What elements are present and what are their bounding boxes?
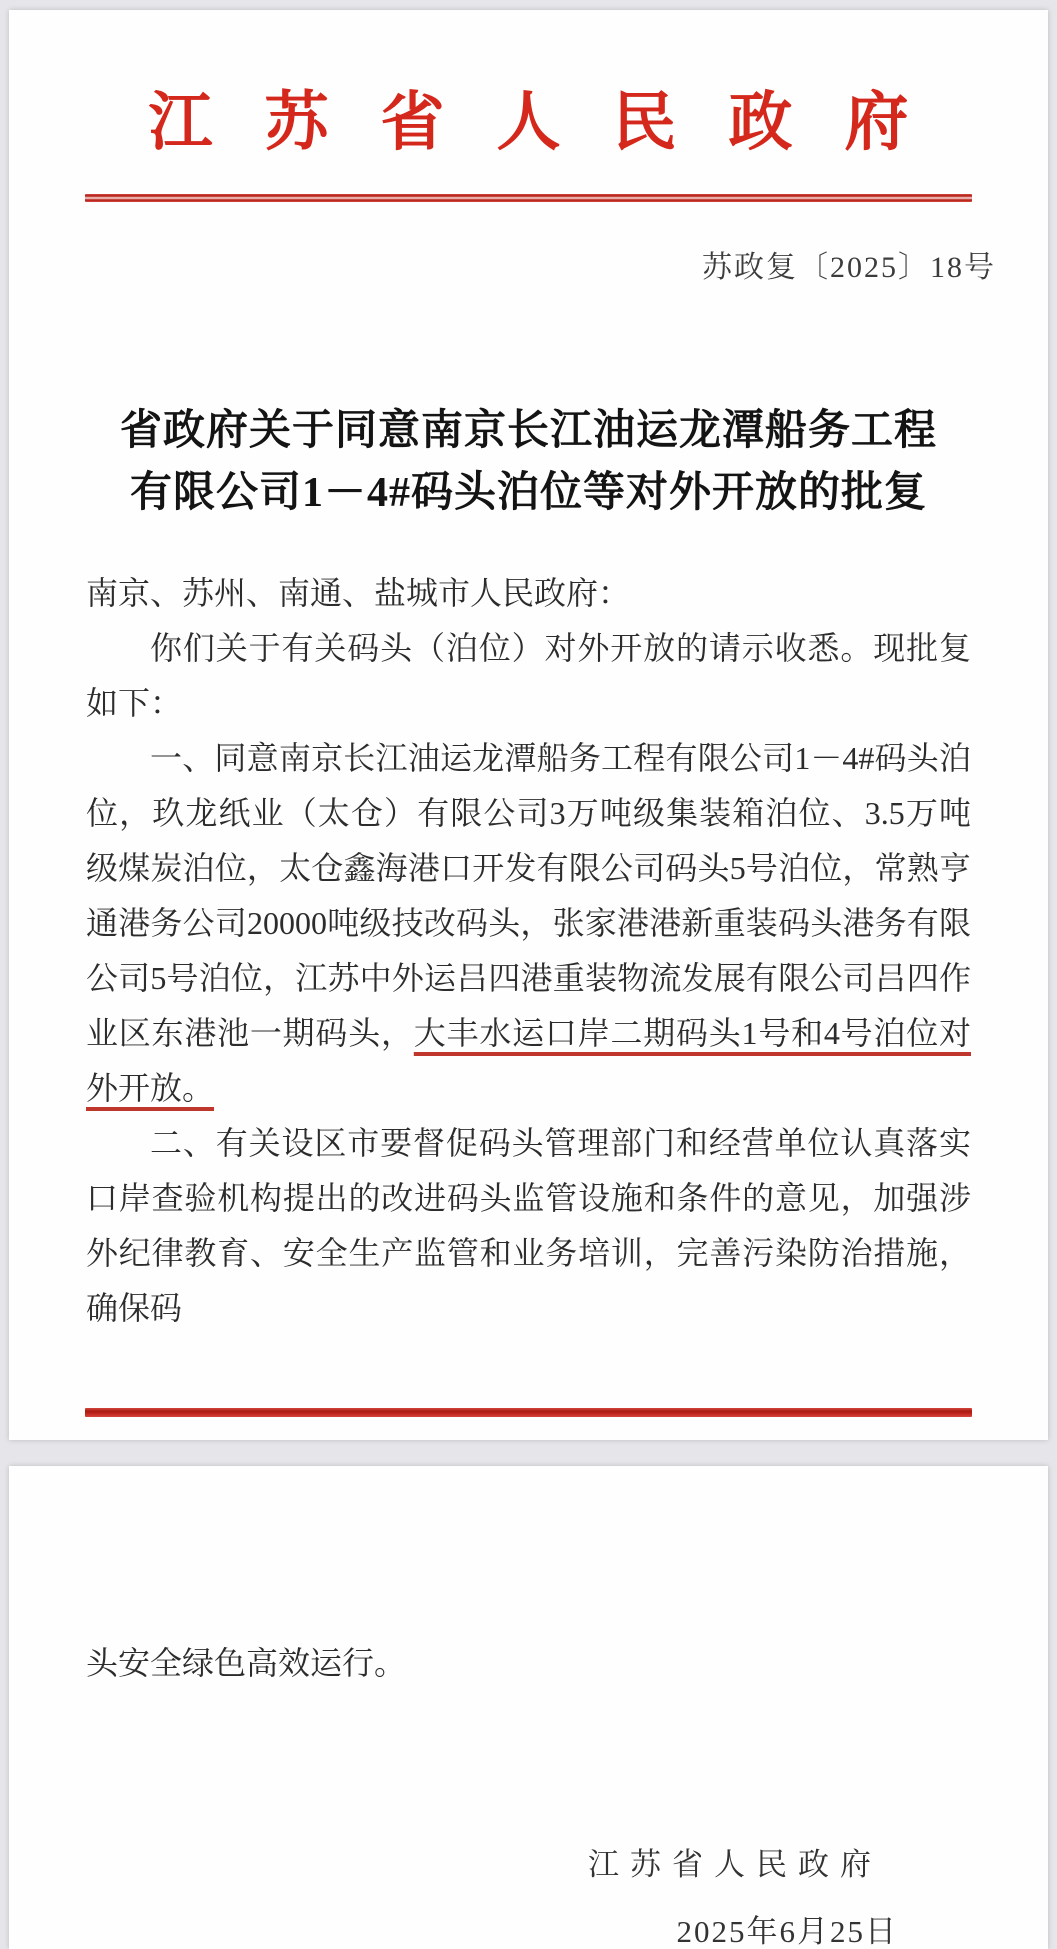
- document-title: [9, 400, 1048, 524]
- paragraph-one-underlined-text: 大丰水运口岸二期码头1号和4号泊位对外开放。: [86, 1014, 971, 1106]
- continuation-text: 头安全绿色高效运行。: [86, 1645, 407, 1681]
- document-viewer: [0, 10, 1057, 1949]
- page-footer-red-line: [85, 1408, 972, 1417]
- document-body: [86, 566, 971, 1336]
- paragraph-two: 二、有关设区市要督促码头管理部门和经营单位认真落实口岸查验机构提出的改进码头监管设施和条件的意见，加强涉外纪律教育、安全生产监管和业务培训，完善污染防治措施，确保码: [86, 1124, 971, 1326]
- letterhead-divider-line: [85, 194, 972, 202]
- document-page-2: [9, 1466, 1048, 1949]
- paragraph-intro: 你们关于有关码头（泊位）对外开放的请示收悉。现批复如下：: [86, 629, 971, 721]
- paragraph-one: [86, 731, 971, 1116]
- document-page-1: [9, 10, 1048, 1440]
- signature-org: 江苏省人民政府: [588, 1847, 882, 1882]
- document-number: 苏政复〔2025〕18号: [702, 250, 996, 284]
- salutation: 南京、苏州、南通、盐城市人民政府：: [86, 574, 631, 611]
- signature-date: 2025年6月25日: [676, 1914, 898, 1949]
- signature-block: [9, 1839, 1048, 1949]
- document-title-line1: 省政府关于同意南京长江油运龙潭船务工程: [119, 407, 937, 454]
- document-title-line2: 有限公司1－4#码头泊位等对外开放的批复: [129, 469, 927, 516]
- letterhead-title: 江苏省人民政府: [148, 87, 961, 158]
- paragraph-one-text: 一、同意南京长江油运龙潭船务工程有限公司1－4#码头泊位，玖龙纸业（太仓）有限公司3万吨级集装箱泊位、3.5万吨级煤炭泊位，太仓鑫海港口开发有限公司码头5号泊位，常熟亨通港务公司20000吨级技改码头，张家港港新重装码头港务有限公司5号泊位，江苏中外运吕四港重装物流发展有限公司吕四作业区东港池一期码头，: [86, 739, 971, 1051]
